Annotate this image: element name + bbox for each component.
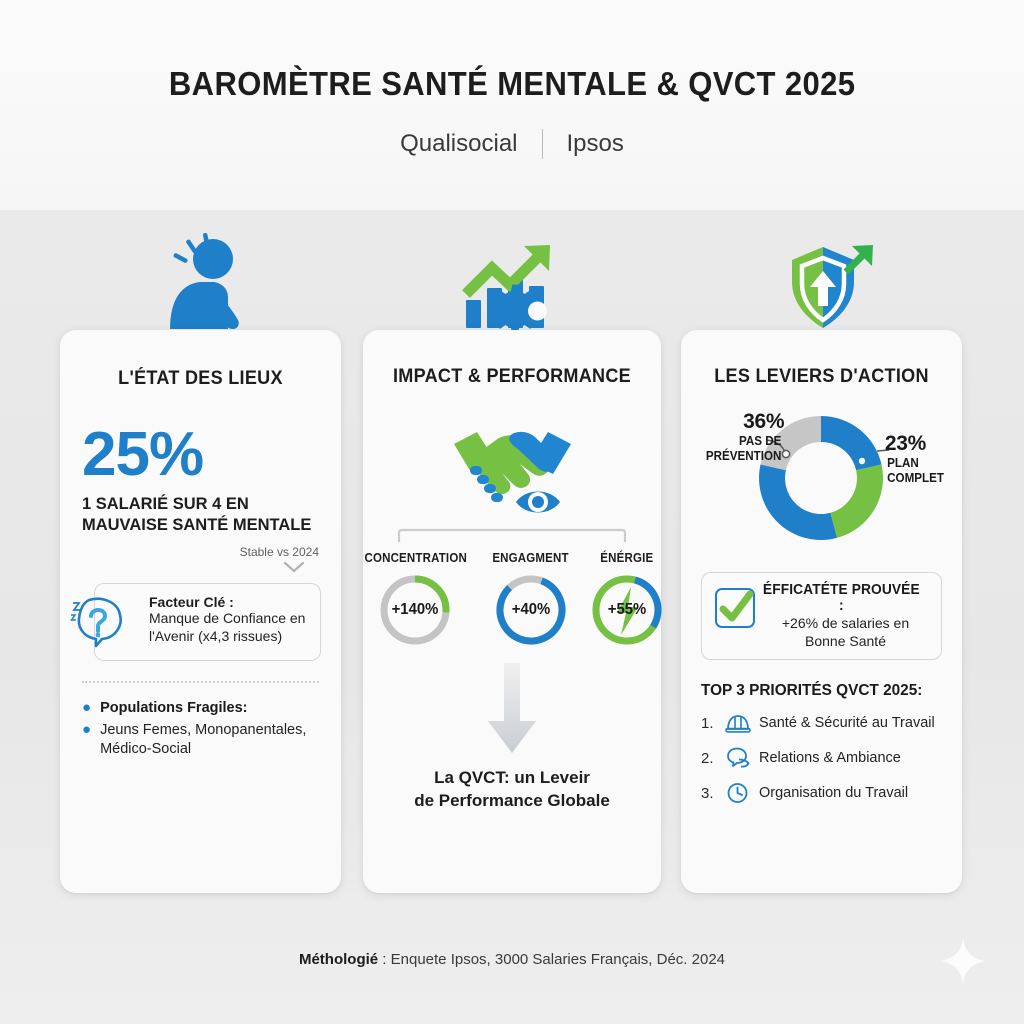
priority-number: 1. (701, 714, 714, 732)
priority-text: Organisation du Travail (759, 785, 909, 802)
facteur-cle-line2: l'Avenir (x4,3 rissues) (149, 628, 283, 645)
mid-conclusion-line1: La QVCT: un Leveir (434, 768, 590, 787)
stressed-person-icon (152, 228, 252, 337)
priority-number: 2. (701, 749, 714, 767)
efficacite-title: ÉFFICATÉTE PROUVÉE : (762, 582, 920, 614)
gauge-group (363, 543, 661, 647)
gauge-bracket (363, 517, 661, 543)
card-impact-performance (363, 330, 661, 893)
big-stat-caption: 1 SALARIÉ SUR 4 EN MAUVAISE SANTÉ MENTALE (82, 494, 312, 534)
list-item (82, 699, 319, 718)
donut-left-cap1: PAS DE (738, 434, 782, 448)
priority-number: 3. (701, 784, 714, 802)
gauge-value: +55% (607, 601, 647, 618)
donut-left-cap2: PRÉVENTION (705, 448, 782, 463)
donut-label-right (885, 432, 946, 486)
brand-divider (542, 129, 543, 159)
methodology-text (299, 951, 725, 968)
card-right-title: LES LEVIERS D'ACTION (714, 366, 929, 387)
priority-text: Santé & Sécurité au Travail (759, 715, 935, 732)
gauge-label: ENGAGMENT (492, 551, 569, 565)
priority-item-2 (701, 747, 944, 769)
card-etat-des-lieux (60, 330, 341, 893)
brand-ipsos: Ipsos (566, 130, 624, 157)
gauge-value: +140% (392, 601, 439, 618)
down-arrow-icon (363, 647, 661, 755)
handshake-eye-icon (363, 388, 661, 517)
donut-left-pct: 36% (743, 410, 785, 433)
chevron-down-icon (82, 561, 319, 573)
check-box-icon (714, 587, 756, 629)
big-stat-value: 25% (82, 420, 204, 489)
growth-chart-gear-icon (458, 238, 563, 338)
gauge-label: CONCENTRATION (364, 551, 467, 565)
gauge-engagment (489, 551, 572, 647)
methodology-label: Méthologié (298, 950, 379, 968)
thought-question-icon (65, 594, 135, 654)
card-mid-title: IMPACT & PERFORMANCE (392, 366, 632, 387)
populations-line2: Médico-Social (100, 740, 192, 757)
shield-arrow-icon (778, 238, 878, 338)
card-left-title: L'ÉTAT DES LIEUX (118, 368, 283, 389)
efficacite-line2: Bonne Santé (805, 633, 886, 650)
donut-right-pct: 23% (884, 432, 927, 455)
list-item (82, 721, 319, 758)
donut-right-cap1: PLAN (887, 456, 919, 470)
hard-hat-icon (725, 712, 751, 734)
bullet-dot-icon: ● (82, 721, 92, 739)
priority-item-3 (701, 782, 944, 804)
facteur-cle-label: Facteur Clé : (149, 594, 234, 611)
brand-row (400, 129, 624, 159)
facteur-cle-line1: Manque de Confiance en (149, 610, 306, 627)
donut-label-left (703, 410, 784, 464)
gauge-concentration (360, 551, 471, 647)
card-leviers-action (681, 330, 962, 893)
bullet-dot-icon: ● (82, 699, 92, 717)
gauge-energie (590, 551, 664, 647)
mid-conclusion (383, 767, 641, 813)
efficacite-line1: +26% de salaries en (781, 615, 910, 631)
mid-conclusion-line2: de Performance Globale (414, 790, 610, 810)
priority-item-1 (701, 712, 944, 734)
efficacite-prouvee-box (701, 572, 942, 660)
facteur-cle-box (94, 583, 321, 661)
clock-icon (725, 782, 751, 804)
section-divider (82, 681, 319, 683)
gauge-label: ÉNÉRGIE (600, 551, 654, 565)
page-header (0, 0, 1024, 210)
populations-fragiles-label: Populations Fragiles: (100, 700, 248, 717)
top3-title: TOP 3 PRIORITÉS QVCT 2025: (701, 682, 923, 700)
donut-right-cap2: COMPLET (887, 470, 944, 485)
brand-qualisocial: Qualisocial (400, 130, 518, 157)
stable-note: Stable vs 2024 (239, 545, 319, 560)
priority-text: Relations & Ambiance (759, 750, 901, 767)
speech-bubble-icon (725, 747, 751, 769)
page-title: BAROMÈTRE SANTÉ MENTALE & QVCT 2025 (168, 65, 856, 102)
methodology-detail: : Enquete Ipsos, 3000 Salaries Français, Déc. 2024 (378, 950, 726, 968)
gauge-value: +40% (511, 601, 550, 618)
page-footer (0, 894, 1024, 1024)
donut-chart (681, 388, 962, 568)
populations-line1: Jeuns Femes, Monopanentales, (100, 722, 307, 739)
